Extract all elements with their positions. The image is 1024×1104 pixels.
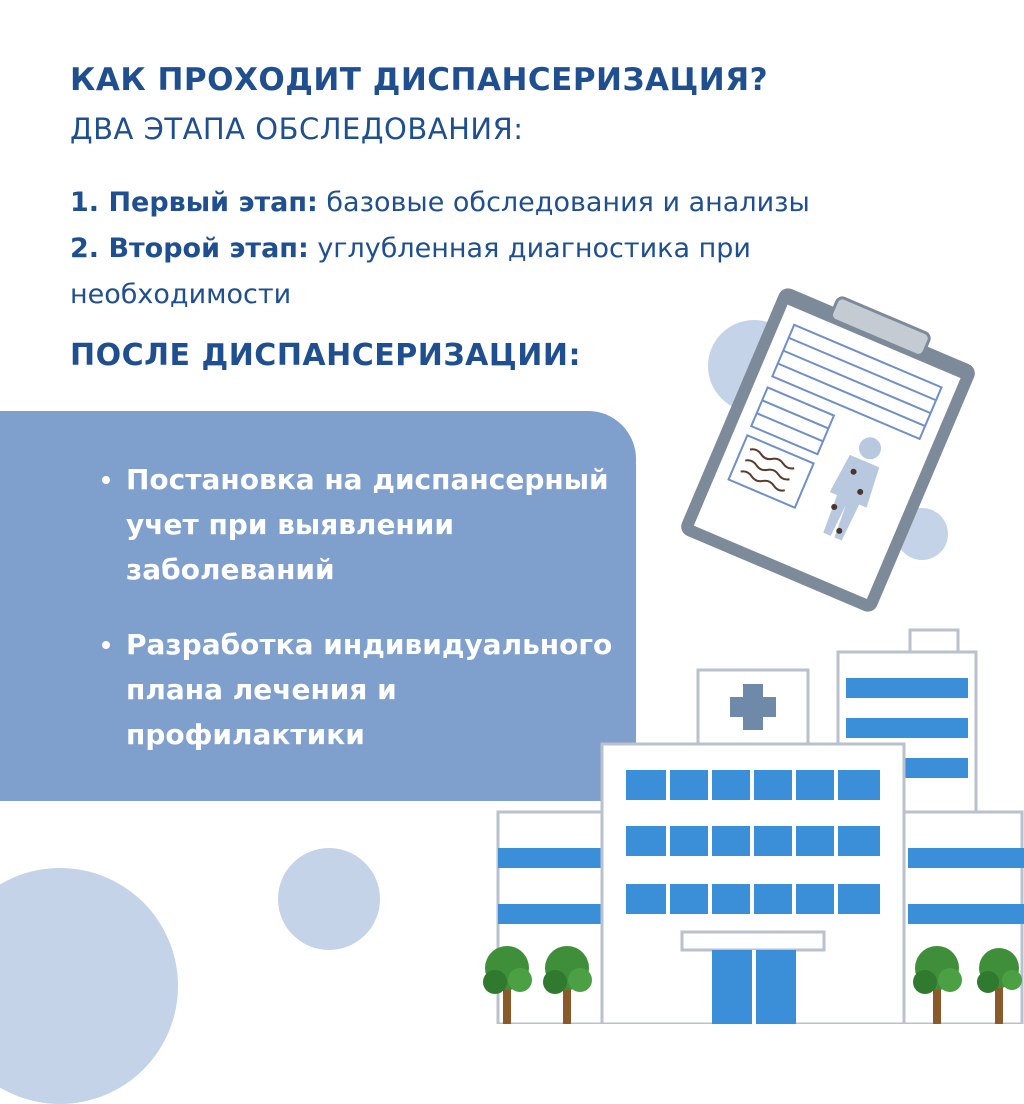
after-section-title: ПОСЛЕ ДИСПАНСЕРИЗАЦИИ: [70, 338, 581, 373]
list-item: Постановка на диспансерный учет при выявлении заболеваний [98, 457, 618, 592]
list-item: Разработка индивидуального плана лечения и профилактики [98, 622, 618, 757]
stage-first-label: 1. Первый этап: [70, 187, 318, 218]
page-title: КАК ПРОХОДИТ ДИСПАНСЕРИЗАЦИЯ? [70, 62, 769, 98]
stage-first-text: базовые обследования и анализы [317, 187, 810, 218]
page-subtitle: ДВА ЭТАПА ОБСЛЕДОВАНИЯ: [70, 112, 524, 146]
clipboard-medical-icon [678, 274, 983, 615]
stage-second-text: углубленная диагностика при необходимости [70, 233, 751, 310]
stage-second-label: 2. Второй этап: [70, 233, 309, 264]
